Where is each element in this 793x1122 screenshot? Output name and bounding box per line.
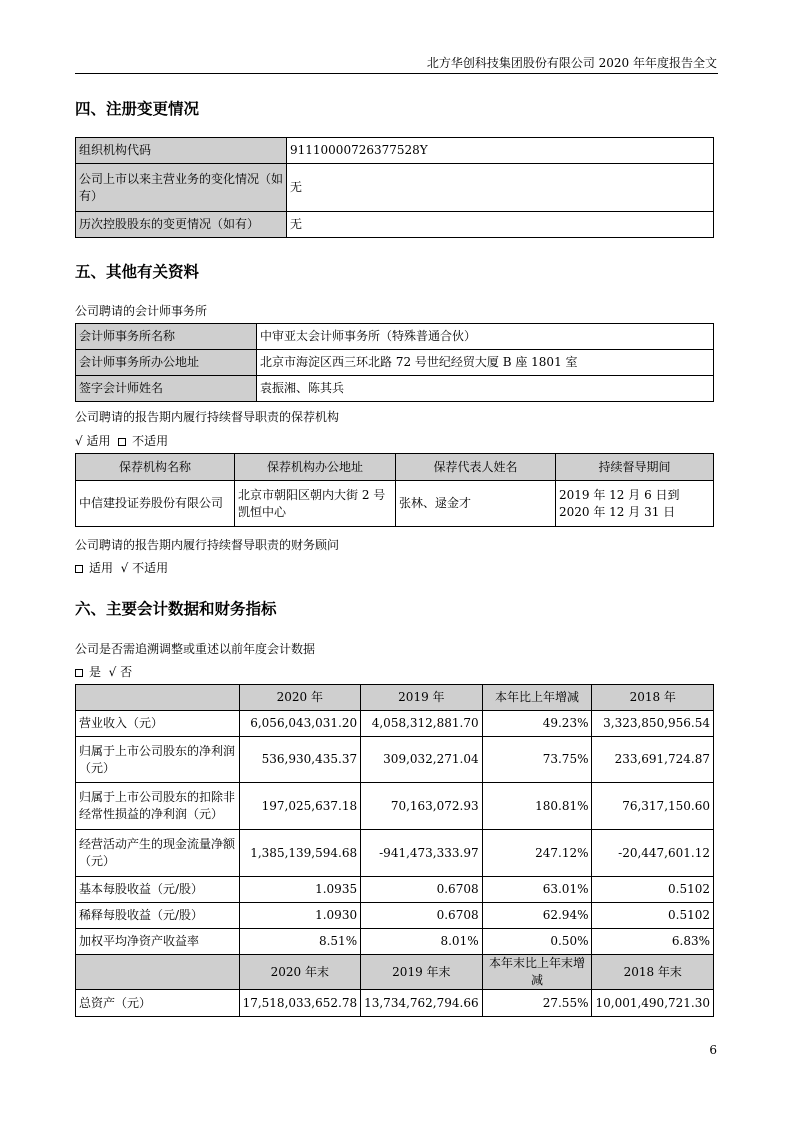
cell-change: 73.75% (482, 737, 592, 783)
sponsor-period: 2019 年 12 月 6 日到 2020 年 12 月 31 日 (556, 481, 714, 527)
sponsor-reps: 张林、逯金才 (396, 481, 556, 527)
cell-2018: 76,317,150.60 (592, 783, 714, 830)
cell-change: 0.50% (482, 929, 592, 955)
row-label: 总资产（元） (76, 990, 240, 1017)
column-header: 2020 年 (239, 685, 361, 711)
column-header: 2019 年末 (361, 955, 483, 990)
table-header-row (76, 454, 714, 481)
restatement-applicability (75, 663, 132, 680)
financial-indicators-table (75, 684, 714, 1017)
table-row (76, 138, 714, 164)
column-header (76, 955, 240, 990)
header-rule (75, 73, 718, 74)
table-row (76, 877, 714, 903)
column-header: 本年末比上年末增减 (482, 955, 592, 990)
cell-2020: 6,056,043,031.20 (239, 711, 361, 737)
table-row (76, 481, 714, 527)
column-header: 持续督导期间 (556, 454, 714, 481)
cell-2020: 197,025,637.18 (239, 783, 361, 830)
cell-2020: 1,385,139,594.68 (239, 830, 361, 877)
row-label: 营业收入（元） (76, 711, 240, 737)
advisor-applicability (75, 559, 168, 576)
column-header: 保荐代表人姓名 (396, 454, 556, 481)
cell-2019: 4,058,312,881.70 (361, 711, 483, 737)
cell-2018: 3,323,850,956.54 (592, 711, 714, 737)
cell-2018: 0.5102 (592, 877, 714, 903)
cell-change: 27.55% (482, 990, 592, 1017)
row-label: 经营活动产生的现金流量净额（元） (76, 830, 240, 877)
table-row (76, 830, 714, 877)
yes-label: 是 (89, 665, 102, 679)
sponsor-address: 北京市朝阳区朝内大街 2 号凯恒中心 (235, 481, 396, 527)
table-row (76, 376, 714, 402)
sponsor-check-label: √ 适用 (75, 434, 111, 448)
row-label: 稀释每股收益（元/股） (76, 903, 240, 929)
no-check-label: √ 否 (108, 665, 133, 679)
cell-2018: -20,447,601.12 (592, 830, 714, 877)
sponsor-applicability (75, 432, 168, 449)
cell-2019: 13,734,762,794.66 (361, 990, 483, 1017)
column-header: 保荐机构办公地址 (235, 454, 396, 481)
cell-2018: 6.83% (592, 929, 714, 955)
column-header (76, 685, 240, 711)
table-row (76, 212, 714, 238)
cell-2020: 8.51% (239, 929, 361, 955)
registration-table (75, 137, 714, 238)
cell-2019: 8.01% (361, 929, 483, 955)
row-label: 公司上市以来主营业务的变化情况（如有） (76, 164, 287, 212)
column-header: 2020 年末 (239, 955, 361, 990)
row-label: 签字会计师姓名 (76, 376, 257, 402)
cell-2019: 0.6708 (361, 877, 483, 903)
section-4-title: 四、注册变更情况 (75, 100, 200, 118)
cell-2018: 233,691,724.87 (592, 737, 714, 783)
table-row (76, 737, 714, 783)
sponsor-intro: 公司聘请的报告期内履行持续督导职责的保荐机构 (75, 410, 340, 424)
checkbox-icon (75, 565, 83, 573)
cell-2019: 70,163,072.93 (361, 783, 483, 830)
cell-2019: -941,473,333.97 (361, 830, 483, 877)
column-header: 2018 年末 (592, 955, 714, 990)
advisor-applicable-label: 适用 (89, 561, 114, 575)
cell-2020: 17,518,033,652.78 (239, 990, 361, 1017)
row-value: 袁振湘、陈其兵 (257, 376, 714, 402)
row-label: 归属于上市公司股东的扣除非经常性损益的净利润（元） (76, 783, 240, 830)
row-value: 无 (287, 164, 714, 212)
sponsor-na-label: 不适用 (132, 434, 169, 448)
row-label: 会计师事务所名称 (76, 324, 257, 350)
restatement-intro: 公司是否需追溯调整或重述以前年度会计数据 (75, 642, 316, 656)
table-row (76, 783, 714, 830)
table-row (76, 903, 714, 929)
row-value: 中审亚太会计师事务所（特殊普通合伙） (257, 324, 714, 350)
cell-2018: 10,001,490,721.30 (592, 990, 714, 1017)
row-value: 北京市海淀区西三环北路 72 号世纪经贸大厦 B 座 1801 室 (257, 350, 714, 376)
cell-2019: 309,032,271.04 (361, 737, 483, 783)
column-header: 2019 年 (361, 685, 483, 711)
cell-change: 180.81% (482, 783, 592, 830)
cell-change: 247.12% (482, 830, 592, 877)
table-row (76, 711, 714, 737)
table-row (76, 350, 714, 376)
sponsor-name: 中信建投证券股份有限公司 (76, 481, 235, 527)
table-row (76, 164, 714, 212)
accounting-intro: 公司聘请的会计师事务所 (75, 304, 208, 318)
column-header: 保荐机构名称 (76, 454, 235, 481)
row-value: 无 (287, 212, 714, 238)
section-5-title: 五、其他有关资料 (75, 263, 200, 281)
row-label: 会计师事务所办公地址 (76, 350, 257, 376)
table-row (76, 929, 714, 955)
page-number: 6 (709, 1043, 717, 1057)
sponsor-table (75, 453, 714, 527)
row-label: 基本每股收益（元/股） (76, 877, 240, 903)
table-header-row (76, 955, 714, 990)
row-label: 组织机构代码 (76, 138, 287, 164)
cell-2020: 1.0935 (239, 877, 361, 903)
cell-2020: 1.0930 (239, 903, 361, 929)
column-header: 本年比上年增减 (482, 685, 592, 711)
row-label: 归属于上市公司股东的净利润（元） (76, 737, 240, 783)
cell-2018: 0.5102 (592, 903, 714, 929)
table-row (76, 990, 714, 1017)
cell-2019: 0.6708 (361, 903, 483, 929)
advisor-intro: 公司聘请的报告期内履行持续督导职责的财务顾问 (75, 538, 340, 552)
table-row (76, 324, 714, 350)
page-header: 北方华创科技集团股份有限公司 2020 年年度报告全文 (426, 56, 717, 70)
cell-change: 49.23% (482, 711, 592, 737)
checkbox-icon (118, 438, 126, 446)
cell-change: 62.94% (482, 903, 592, 929)
table-header-row (76, 685, 714, 711)
row-value: 91110000726377528Y (287, 138, 714, 164)
advisor-check-label: √ 不适用 (120, 561, 169, 575)
section-6-title: 六、主要会计数据和财务指标 (75, 600, 277, 618)
accounting-firm-table (75, 323, 714, 402)
cell-2020: 536,930,435.37 (239, 737, 361, 783)
column-header: 2018 年 (592, 685, 714, 711)
cell-change: 63.01% (482, 877, 592, 903)
row-label: 历次控股股东的变更情况（如有） (76, 212, 287, 238)
checkbox-icon (75, 669, 83, 677)
row-label: 加权平均净资产收益率 (76, 929, 240, 955)
